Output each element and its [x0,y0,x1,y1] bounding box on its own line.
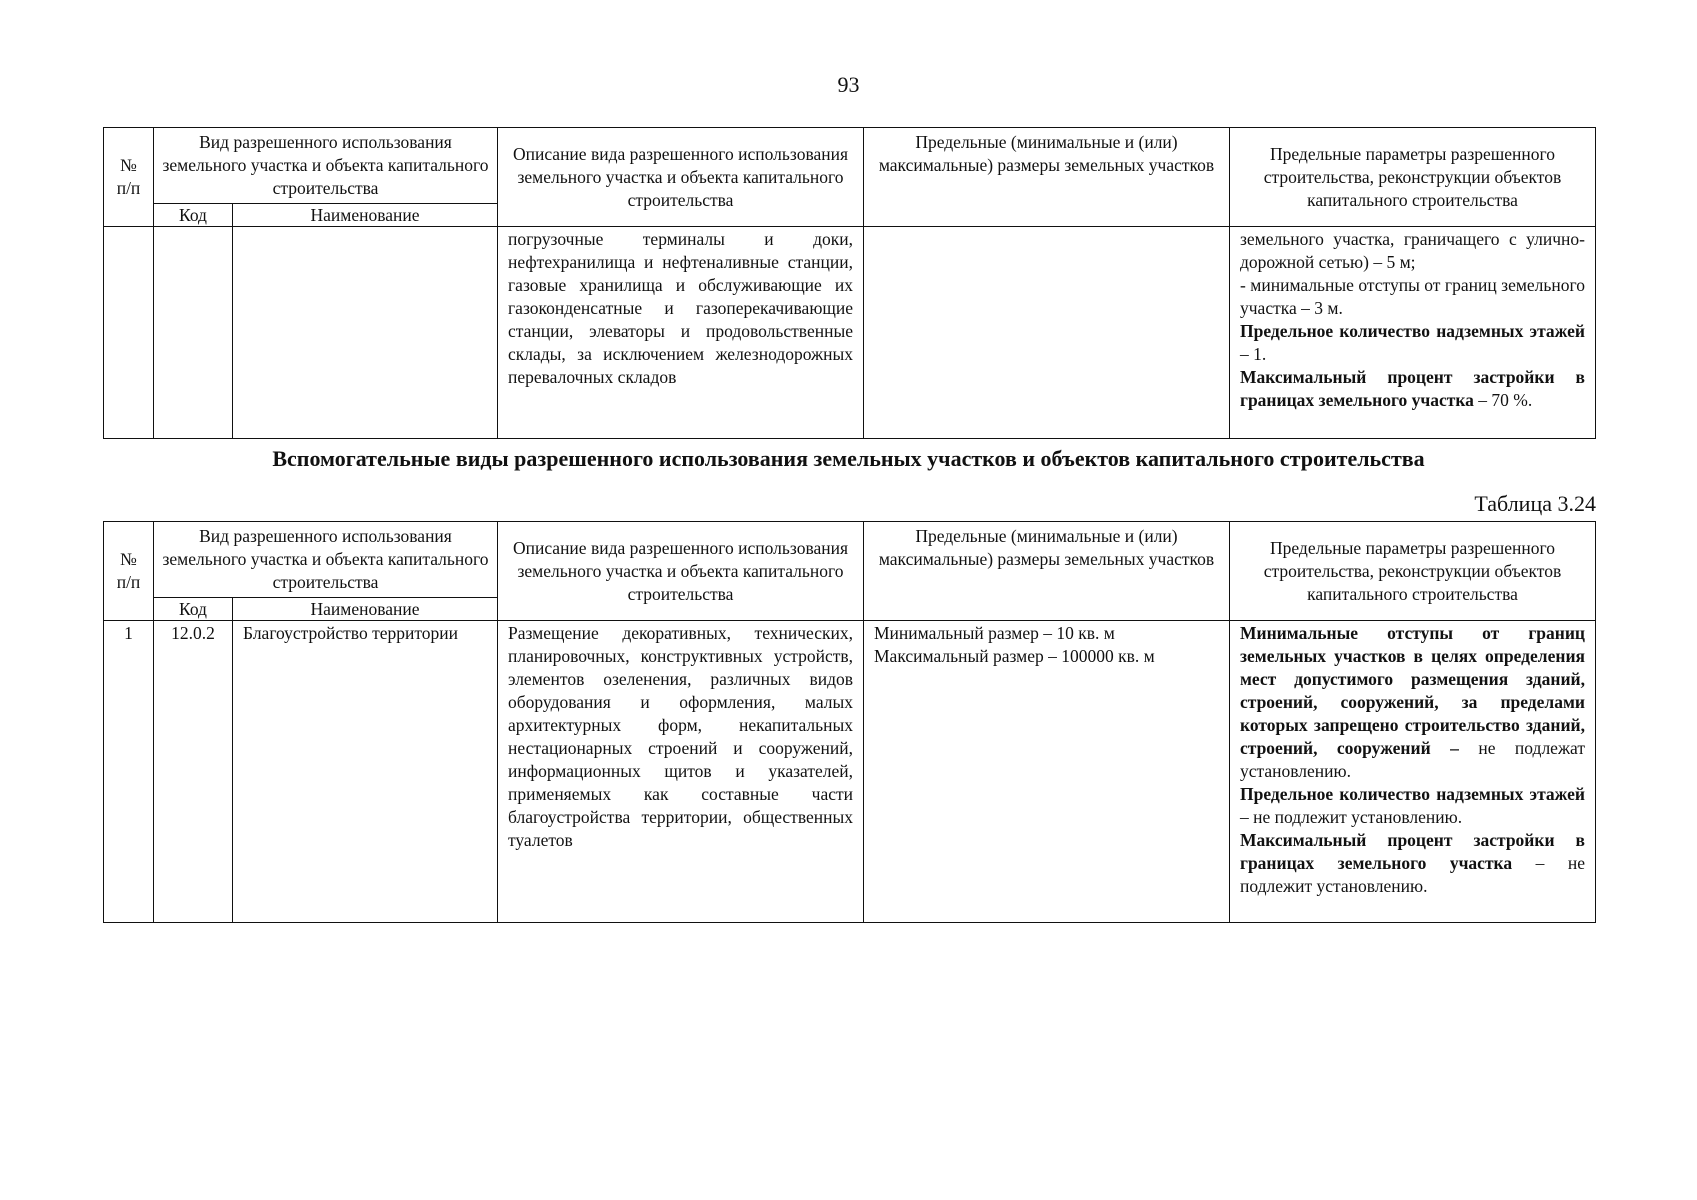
param-coverage: Максимальный процент застройки в границах земельного участка – не подлежит установлению. [1240,830,1585,896]
header-name: Наименование [233,204,498,227]
table-row [104,227,1596,439]
header-name: Наименование [233,598,498,621]
row-name: Благоустройство территории [233,621,498,923]
row-name [233,227,498,439]
header-kind-group: Вид разрешенного использования земельного участка и объекта капитального строительства [154,522,498,598]
param-setback-street: земельного участка, граничащего с улично-дорожной сетью) – 5 м; [1240,229,1585,272]
plot-size-max: Максимальный размер – 100000 кв. м [874,646,1155,666]
plot-size-min: Минимальный размер – 10 кв. м [874,623,1115,643]
row-parameters [1230,621,1596,923]
header-kind-group: Вид разрешенного использования земельного участка и объекта капитального строительства [154,128,498,204]
row-description: погрузочные терминалы и доки, нефтехранилища и нефтеналивные станции, газовые хранилища и обслуживающие их газоконденсатные и газоперекачивающие станции, элеваторы и продовольственные склады, за исключением железнодорожных перевалочных складов [498,227,864,439]
row-plot-sizes [864,227,1230,439]
header-plot-sizes: Предельные (минимальные и (или) максимальные) размеры земельных участков [864,522,1230,621]
table-row [104,621,1596,923]
header-code: Код [154,204,233,227]
header-description: Описание вида разрешенного использования земельного участка и объекта капитального строительства [498,522,864,621]
row-num: 1 [104,621,154,923]
param-setbacks: Минимальные отступы от границ земельных участков в целях определения мест допустимого размещения зданий, строений, сооружений, за пределами которых запрещено строительство зданий, строений, сооружений – не подлежат установлению. [1240,623,1586,781]
param-floors: Предельное количество надземных этажей – 1. [1240,321,1585,364]
section-title: Вспомогательные виды разрешенного использования земельных участков и объектов капитального строительства [272,446,1425,471]
header-num: № п/п [104,522,154,621]
param-floors: Предельное количество надземных этажей – не подлежит установлению. [1240,784,1585,827]
page-number: 93 [837,72,860,97]
table-label: Таблица 3.24 [1474,491,1596,516]
header-parameters: Предельные параметры разрешенного строительства, реконструкции объектов капитального строительства [1230,128,1596,227]
row-parameters [1230,227,1596,439]
header-code: Код [154,598,233,621]
header-plot-sizes: Предельные (минимальные и (или) максимальные) размеры земельных участков [864,128,1230,227]
header-num: № п/п [104,128,154,227]
row-description: Размещение декоративных, технических, планировочных, конструктивных устройств, элементов озеленения, различных видов оборудования и оформления, малых архитектурных форм, некапитальных нестационарных строений и сооружений, информационных щитов и указателей, применяемых как составные части благоустройства территории, общественных туалетов [498,621,864,923]
auxiliary-uses-table [103,521,1596,923]
header-parameters: Предельные параметры разрешенного строительства, реконструкции объектов капитального строительства [1230,522,1596,621]
row-num [104,227,154,439]
header-description: Описание вида разрешенного использования земельного участка и объекта капитального строительства [498,128,864,227]
main-uses-table-continuation [103,127,1596,439]
param-coverage: Максимальный процент застройки в границах земельного участка – 70 %. [1240,367,1585,410]
row-code: 12.0.2 [154,621,233,923]
param-setback-min: - минимальные отступы от границ земельного участка – 3 м. [1240,275,1585,318]
row-code [154,227,233,439]
row-plot-sizes [864,621,1230,923]
